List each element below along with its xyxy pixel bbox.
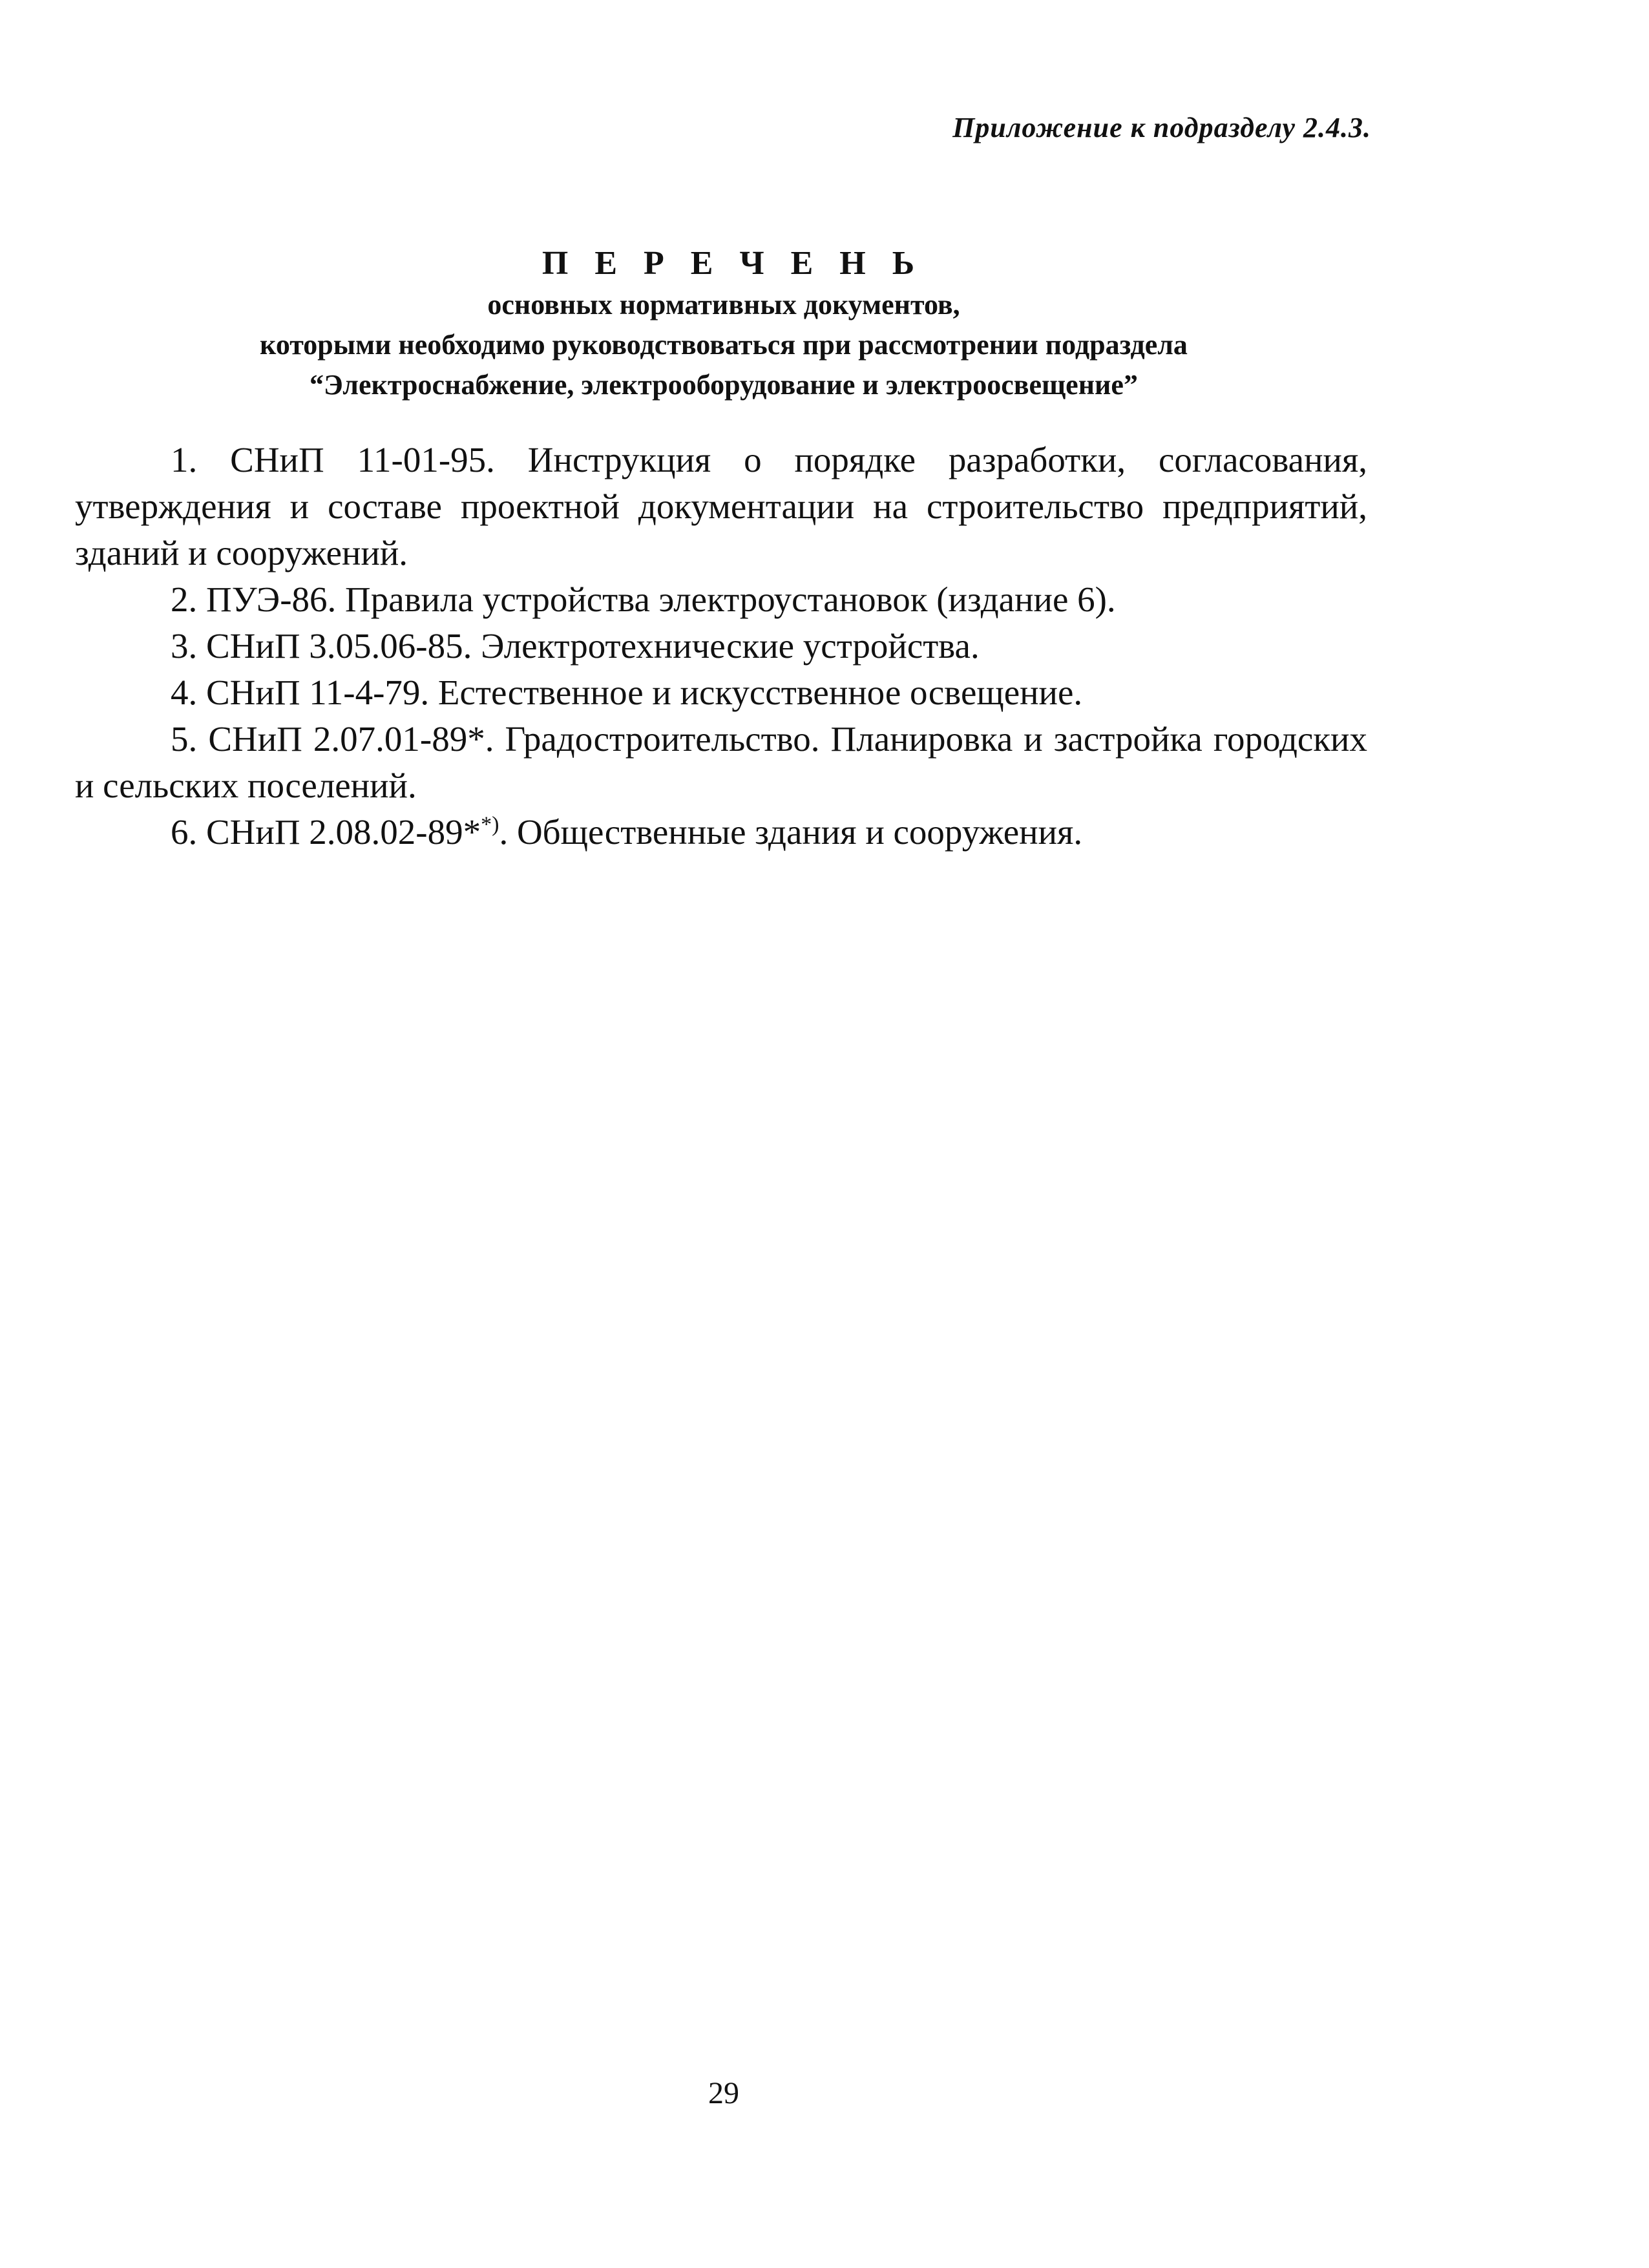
footnote-marker: *) [481,812,499,837]
list-item-number: 5. [171,719,198,759]
list-item-text: СНиП 11-4-79. Естественное и искусственное освещение. [206,673,1083,712]
list-item-number: 4. [171,673,198,712]
list-item [75,809,1367,856]
list-item-number: 1. [171,440,198,479]
list-item-number: 2. [171,580,198,619]
list-item-text-end: . Общественные здания и сооружения. [499,812,1083,852]
list-item [75,623,1367,669]
document-list [75,437,1367,856]
list-item-number: 6. [171,812,198,852]
page-number: 29 [708,2076,739,2110]
list-item-number: 3. [171,626,198,666]
list-item-text: СНиП 2.07.01-89*. Градостроительство. Планировка и застройка городских и сельских поселений. [75,719,1367,805]
list-item [75,669,1367,716]
list-item [75,437,1367,576]
list-item-text: СНиП 11-01-95. Инструкция о порядке разработки, согласования, утверждения и составе проектной документации на строительство предприятий, зданий и сооружений. [75,440,1368,572]
list-item [75,716,1367,809]
subtitle-line-1: основных нормативных документов, [487,289,960,320]
document-title: П Е Р Е Ч Е Н Ь [541,245,924,282]
list-item [75,576,1367,623]
appendix-note: Приложение к подразделу 2.4.3. [952,112,1371,143]
list-item-text: СНиП 3.05.06-85. Электротехнические устройства. [206,626,980,666]
list-item-text: ПУЭ-86. Правила устройства электроустановок (издание 6). [206,580,1116,619]
subtitle-line-2: которыми необходимо руководствоваться при рассмотрении подраздела [260,329,1188,361]
list-item-text-start: СНиП 2.08.02-89* [206,812,481,852]
subtitle-line-3: “Электроснабжение, электрооборудование и электроосвещение” [310,369,1138,401]
